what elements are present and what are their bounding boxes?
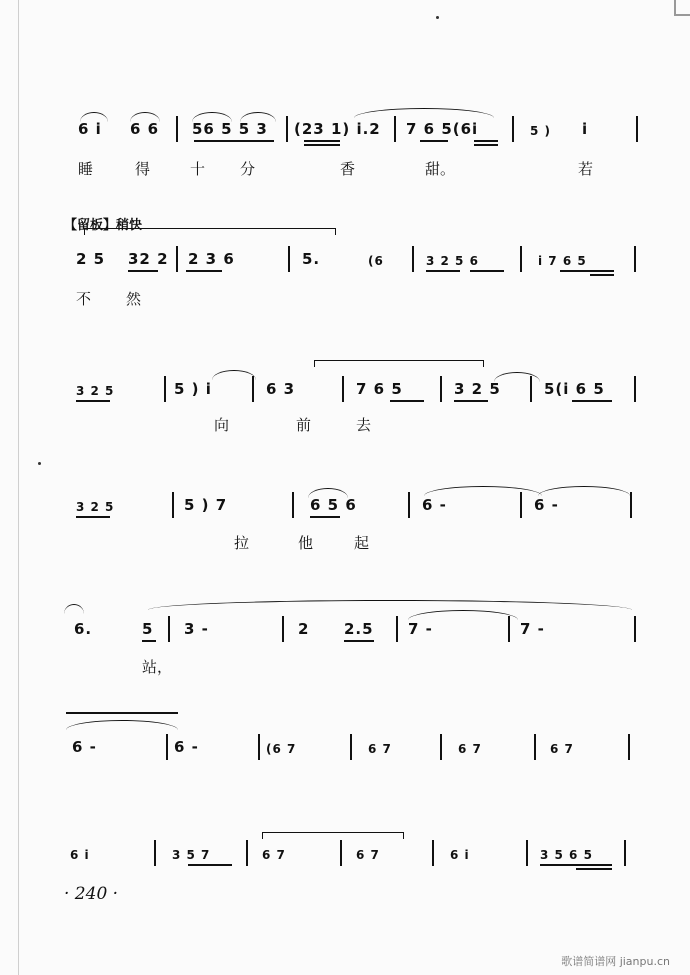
barline <box>340 840 342 866</box>
note-group: (6 7 <box>266 742 297 756</box>
barline <box>512 116 514 142</box>
barline <box>630 492 632 518</box>
lyric: 香 <box>340 160 356 178</box>
barline <box>258 734 260 760</box>
lyric: 分 <box>240 160 256 178</box>
lyric: 睡 <box>78 160 94 178</box>
underline <box>426 270 460 272</box>
underline <box>76 400 110 402</box>
slur <box>494 372 540 382</box>
lyric: 起 <box>354 534 370 552</box>
barline <box>432 840 434 866</box>
note-group: 2.5 <box>344 620 374 638</box>
lyric: 站， <box>142 658 173 676</box>
underline <box>186 270 222 272</box>
lyric: 甜。 <box>425 160 456 178</box>
note-group: 3 2 5 <box>76 500 115 514</box>
slur <box>354 108 494 118</box>
lyric: 不 <box>76 290 92 308</box>
note-group: 6 i <box>70 848 90 862</box>
speck <box>38 462 41 465</box>
slur <box>408 610 518 620</box>
underline <box>188 864 232 866</box>
underline <box>474 140 498 142</box>
note-group: i 7 6 5 <box>538 254 587 268</box>
barline <box>634 376 636 402</box>
underline <box>390 400 424 402</box>
underline <box>66 712 178 714</box>
slur <box>240 112 276 122</box>
note-group: 5. <box>302 250 321 268</box>
note-group: 6 7 <box>368 742 392 756</box>
barline <box>282 616 284 642</box>
note-group: 7 - <box>408 620 433 638</box>
underline <box>304 144 340 146</box>
slur <box>148 600 632 610</box>
note-group: 3 5 7 <box>172 848 211 862</box>
lyric: 他 <box>298 534 314 552</box>
underline <box>142 640 156 642</box>
note-group: (23 1) i.2 <box>294 120 381 138</box>
barline <box>412 246 414 272</box>
note-group: 6 - <box>534 496 559 514</box>
site-watermark: 歌谱简谱网 jianpu.cn <box>561 955 670 968</box>
note-group: 6 6 <box>130 120 160 138</box>
note-group: 32 2 <box>128 250 169 268</box>
underline <box>560 270 614 272</box>
note-group: 6 7 <box>550 742 574 756</box>
underline <box>304 140 340 142</box>
underline <box>128 270 158 272</box>
barline <box>166 734 168 760</box>
slur <box>130 112 160 122</box>
barline <box>634 616 636 642</box>
barline <box>164 376 166 402</box>
barline <box>172 492 174 518</box>
underline <box>590 274 614 276</box>
lyric: 前 <box>296 416 312 434</box>
slur <box>424 486 542 496</box>
barline <box>526 840 528 866</box>
note-group: 6 7 <box>458 742 482 756</box>
underline <box>454 400 488 402</box>
note-group: 6 5 6 <box>310 496 357 514</box>
underline <box>420 140 448 142</box>
note-group: 7 - <box>520 620 545 638</box>
note-group: 3 5 6 5 <box>540 848 593 862</box>
lyric: 向 <box>214 416 230 434</box>
note-group: (6 <box>368 254 384 268</box>
lyric: 得 <box>135 160 151 178</box>
barline <box>534 734 536 760</box>
tie-bracket <box>314 360 484 367</box>
barline <box>624 840 626 866</box>
note-group: 5(i 6 5 <box>544 380 605 398</box>
lyric: 若 <box>578 160 594 178</box>
barline <box>288 246 290 272</box>
slur <box>212 370 256 380</box>
page-corner-mark <box>674 0 690 16</box>
barline <box>286 116 288 142</box>
underline <box>470 270 504 272</box>
barline <box>176 246 178 272</box>
note-group: 6 7 <box>356 848 380 862</box>
note-group: 7 6 5 <box>356 380 403 398</box>
slur <box>538 486 630 496</box>
barline <box>408 492 410 518</box>
slur <box>80 112 108 122</box>
underline <box>572 400 612 402</box>
barline <box>176 116 178 142</box>
note-group: 56 5 5 3 <box>192 120 268 138</box>
note-group: 2 5 <box>76 250 106 268</box>
lyric: 拉 <box>234 534 250 552</box>
tie-bracket <box>84 228 336 235</box>
barline <box>154 840 156 866</box>
lyric: 然 <box>126 290 142 308</box>
underline <box>344 640 374 642</box>
note-group: 6 - <box>422 496 447 514</box>
barline <box>246 840 248 866</box>
barline <box>440 376 442 402</box>
barline <box>168 616 170 642</box>
note-group: 3 - <box>184 620 209 638</box>
speck <box>436 16 439 19</box>
note-group: 3 2 5 <box>76 384 115 398</box>
tempo-marking: 【留板】稍快 <box>64 218 143 233</box>
barline <box>350 734 352 760</box>
note-group: 6 7 <box>262 848 286 862</box>
underline <box>576 868 612 870</box>
slur <box>192 112 232 122</box>
slur <box>308 488 348 498</box>
underline <box>76 516 110 518</box>
barline <box>636 116 638 142</box>
note-group: 2 3 6 <box>188 250 235 268</box>
note-group: 3 2 5 <box>454 380 501 398</box>
barline <box>292 492 294 518</box>
underline <box>540 864 612 866</box>
barline <box>628 734 630 760</box>
page-number: · 240 · <box>64 884 119 904</box>
note-group: 5 <box>142 620 154 638</box>
note-group: 6 - <box>72 738 97 756</box>
note-group: 5 ) 7 <box>184 496 228 514</box>
note-group: 5 ) <box>530 124 552 138</box>
note-group: 6 i <box>78 120 102 138</box>
lyric: 去 <box>356 416 372 434</box>
barline <box>394 116 396 142</box>
barline <box>520 246 522 272</box>
barline <box>440 734 442 760</box>
note-group: 5 ) i <box>174 380 212 398</box>
note-group: 6. <box>74 620 93 638</box>
barline <box>634 246 636 272</box>
tie-bracket <box>262 832 404 839</box>
underline <box>474 144 498 146</box>
slur <box>64 604 84 614</box>
lyric: 十 <box>190 160 206 178</box>
barline <box>342 376 344 402</box>
note-group: 6 3 <box>266 380 296 398</box>
underline <box>194 140 274 142</box>
note-group: 3 2 5 6 <box>426 254 479 268</box>
note-group: i <box>582 120 589 138</box>
note-group: 2 <box>298 620 310 638</box>
slur <box>66 720 178 730</box>
underline <box>310 516 340 518</box>
note-group: 7 6 5(6i <box>406 120 479 138</box>
page-edge-line <box>18 0 19 975</box>
barline <box>396 616 398 642</box>
note-group: 6 - <box>174 738 199 756</box>
note-group: 6 i <box>450 848 470 862</box>
